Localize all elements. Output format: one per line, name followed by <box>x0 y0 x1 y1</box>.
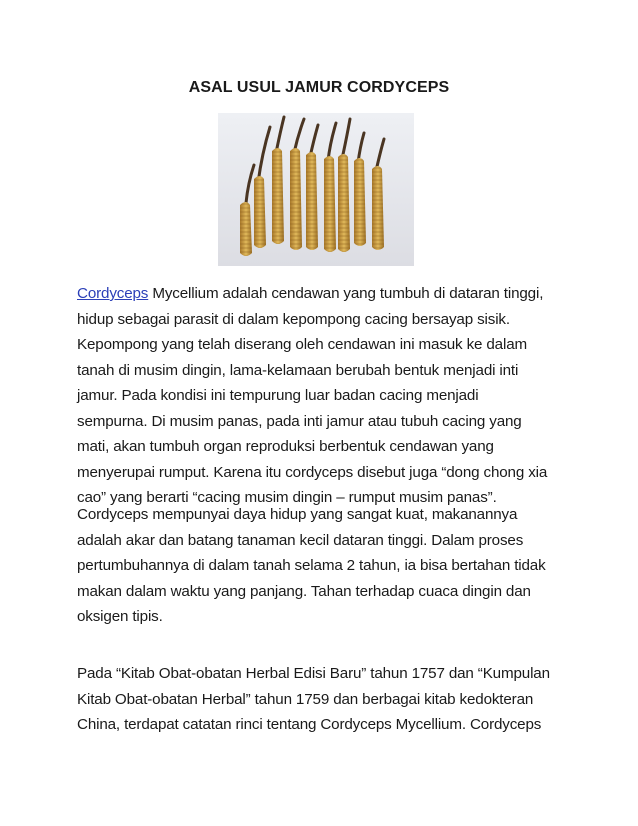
paragraph-1-line-3: Kepompong yang telah diserang oleh cendawan ini masuk ke dalam <box>77 336 527 353</box>
paragraph-3-line-2: Kitab Obat-obatan Herbal” tahun 1759 dan berbagai kitab kedokteran <box>77 690 534 708</box>
paragraph-2-line-4: makan dalam waktu yang panjang. Tahan terhadap cuaca dingin dan <box>77 582 531 600</box>
paragraph-1-line-6: sempurna. Di musim panas, pada inti jamur atau tubuh cacing yang <box>77 412 522 430</box>
document-title: ASAL USUL JAMUR CORDYCEPS <box>188 79 450 96</box>
paragraph-2 <box>77 502 567 630</box>
paragraph-3 <box>77 661 567 738</box>
paragraph-1-line-9: cao” yang berarti “cacing musim dingin – rumput musim panas”. <box>77 489 497 506</box>
paragraph-1-line-8: menyerupai rumput. Karena itu cordyceps disebut juga “dong chong xia <box>77 463 548 481</box>
paragraph-1-line-2: hidup sebagai parasit di dalam kepompong cacing bersayap sisik. <box>77 310 510 328</box>
paragraph-1-line-5: jamur. Pada kondisi ini tempurung luar badan cacing menjadi <box>77 387 479 404</box>
paragraph-1-line-1 <box>77 281 567 307</box>
paragraph-3-line-1: Pada “Kitab Obat-obatan Herbal Edisi Baru” tahun 1757 dan “Kumpulan <box>77 665 550 682</box>
paragraph-3-line-3: China, terdapat catatan rinci tentang Cordyceps Mycellium. Cordyceps <box>77 716 542 733</box>
cordyceps-photo <box>218 113 414 266</box>
cordyceps-link[interactable]: Cordyceps <box>77 285 149 302</box>
paragraph-2-line-2: adalah akar dan batang tanaman kecil dataran tinggi. Dalam proses <box>77 531 524 549</box>
paragraph-1-line-7: mati, akan tumbuh organ reproduksi berbentuk cendawan yang <box>77 438 494 455</box>
paragraph-1 <box>77 281 567 511</box>
paragraph-2-line-1: Cordyceps mempunyai daya hidup yang sangat kuat, makanannya <box>77 506 518 523</box>
paragraph-2-line-5: oksigen tipis. <box>77 608 163 625</box>
paragraph-1-line-4: tanah di musim dingin, lama-kelamaan berubah bentuk menjadi inti <box>77 361 519 379</box>
paragraph-2-line-3: pertumbuhannya di dalam tanah selama 2 tahun, ia bisa bertahan tidak <box>77 557 546 574</box>
paragraph-1-line-1-text: Mycellium adalah cendawan yang tumbuh di dataran tinggi, <box>148 285 544 302</box>
